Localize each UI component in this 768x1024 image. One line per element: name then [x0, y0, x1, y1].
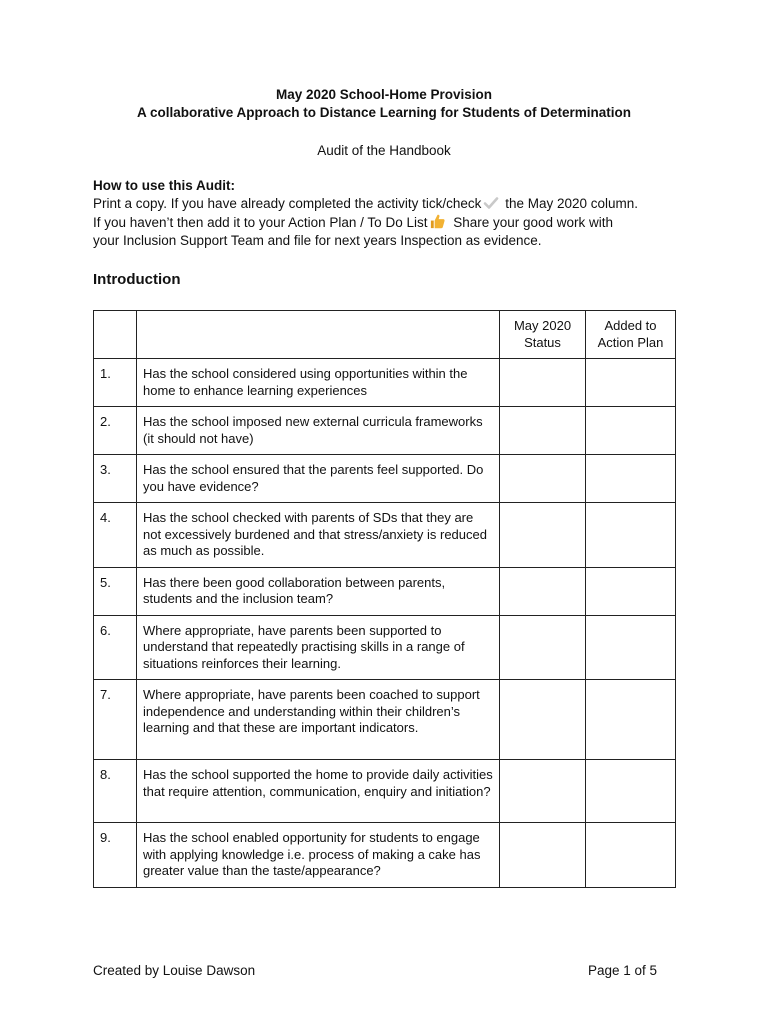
table-row — [94, 615, 676, 680]
question-text: Where appropriate, have parents been supported to understand that repeatedly practising skills in a range of situations reinforces their learning. — [137, 615, 500, 680]
table-row — [94, 760, 676, 823]
instruction-text: the May 2020 column. — [501, 196, 639, 211]
status-cell[interactable] — [500, 503, 586, 568]
table-header-row — [94, 311, 676, 359]
instruction-text: Print a copy. If you have already completed the activity tick/check — [93, 196, 482, 211]
table-row — [94, 680, 676, 760]
status-cell[interactable] — [500, 455, 586, 503]
action-plan-cell[interactable] — [586, 760, 676, 823]
row-number: 1. — [94, 359, 137, 407]
audit-table — [93, 310, 676, 888]
instruction-text: Share your good work with — [449, 215, 614, 230]
question-text: Where appropriate, have parents been coached to support independence and understanding within their children’s learning and that these are important indicators. — [137, 680, 500, 760]
header-cell-number — [94, 311, 137, 359]
status-cell[interactable] — [500, 359, 586, 407]
row-number: 4. — [94, 503, 137, 568]
table-row — [94, 455, 676, 503]
header-cell-question — [137, 311, 500, 359]
action-plan-cell[interactable] — [586, 407, 676, 455]
row-number: 8. — [94, 760, 137, 823]
question-text: Has the school enabled opportunity for students to engage with applying knowledge i.e. process of making a cake has greater value than the taste/appearance? — [137, 823, 500, 888]
table-row — [94, 359, 676, 407]
audit-subtitle: Audit of the Handbook — [317, 143, 451, 158]
thumbs-up-icon — [429, 213, 446, 230]
row-number: 2. — [94, 407, 137, 455]
row-number: 7. — [94, 680, 137, 760]
status-cell[interactable] — [500, 567, 586, 615]
row-number: 5. — [94, 567, 137, 615]
row-number: 3. — [94, 455, 137, 503]
section-heading: Introduction — [93, 271, 181, 288]
table-row — [94, 567, 676, 615]
status-cell[interactable] — [500, 760, 586, 823]
question-text: Has the school ensured that the parents feel supported. Do you have evidence? — [137, 455, 500, 503]
action-plan-cell[interactable] — [586, 503, 676, 568]
question-text: Has there been good collaboration between parents, students and the inclusion team? — [137, 567, 500, 615]
row-number: 6. — [94, 615, 137, 680]
action-plan-cell[interactable] — [586, 567, 676, 615]
status-cell[interactable] — [500, 615, 586, 680]
instruction-text: If you haven’t then add it to your Action Plan / To Do List — [93, 215, 428, 230]
row-number: 9. — [94, 823, 137, 888]
header-cell-action-plan: Added to Action Plan — [586, 311, 676, 359]
question-text: Has the school supported the home to provide daily activities that require attention, communication, enquiry and initiation? — [137, 760, 500, 823]
instruction-line-2 — [93, 213, 693, 232]
table-row — [94, 823, 676, 888]
table-row — [94, 503, 676, 568]
action-plan-cell[interactable] — [586, 455, 676, 503]
status-cell[interactable] — [500, 823, 586, 888]
question-text: Has the school checked with parents of SDs that they are not excessively burdened and that stress/anxiety is reduced as much as possible. — [137, 503, 500, 568]
instruction-line-3: your Inclusion Support Team and file for next years Inspection as evidence. — [93, 233, 542, 248]
footer-author: Created by Louise Dawson — [93, 963, 256, 978]
action-plan-cell[interactable] — [586, 359, 676, 407]
question-text: Has the school considered using opportunities within the home to enhance learning experiences — [137, 359, 500, 407]
instruction-line-1 — [93, 195, 693, 213]
document-title: May 2020 School-Home Provision — [275, 87, 493, 102]
how-to-heading: How to use this Audit: — [93, 178, 235, 193]
table-row — [94, 407, 676, 455]
document-subtitle-heading: A collaborative Approach to Distance Learning for Students of Determination — [136, 105, 632, 120]
status-cell[interactable] — [500, 407, 586, 455]
action-plan-cell[interactable] — [586, 680, 676, 760]
footer-page-number: Page 1 of 5 — [587, 963, 657, 978]
how-to-instructions — [93, 195, 693, 250]
action-plan-cell[interactable] — [586, 615, 676, 680]
check-mark-icon — [483, 196, 499, 210]
status-cell[interactable] — [500, 680, 586, 760]
header-cell-status: May 2020 Status — [500, 311, 586, 359]
question-text: Has the school imposed new external curricula frameworks (it should not have) — [137, 407, 500, 455]
action-plan-cell[interactable] — [586, 823, 676, 888]
